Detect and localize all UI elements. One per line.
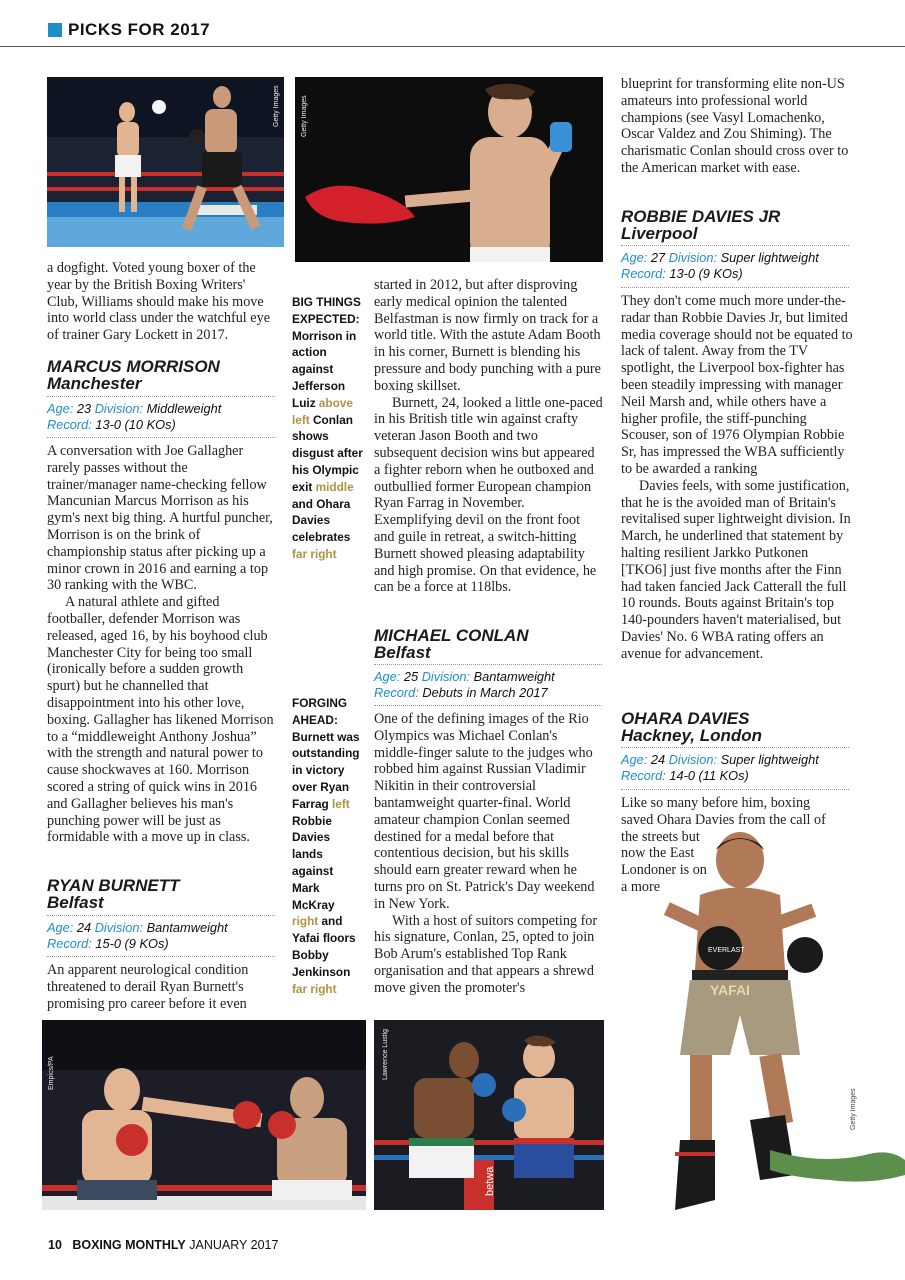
- divider: [47, 915, 275, 916]
- article-ohara-davies: Like so many before him, boxing saved Ohara Davies from the call of the streets but now the East Londoner is on a more: [621, 795, 826, 895]
- article-robbie-davies: They don't come much more under-the-radar than Robbie Davies Jr, but limited media coverage should not be equated to lack of talent. Away from the TV spotlight, the Liverpool box-fighter has been steadily impressing with manager Neil Marsh and, while others have a higher profile, the stiff-punching Scouser, son of 1976 Olympian Robbie Sr, has impressed the WBA sufficiently to be awarded a ranking Davies feels, with some justification, that he is the avoided man of Britain's revitalised super lightweight division. In March, he underlined that statement by halting resilient Jarkko Putkonen [TKO6] just five months after the Finn had taken fancied Jack Catterall the full 10 rounds. Bouts against Britain's top 140-pounders haven't materialised, but Davies' No. 6 WBA rating offers an avenue for advancement.: [621, 293, 853, 662]
- section-marker-icon: [48, 23, 62, 37]
- divider: [47, 396, 275, 397]
- divider: [374, 664, 602, 665]
- photo-conlan: [295, 77, 603, 262]
- banner-text: betwa: [484, 1166, 496, 1196]
- fighter-name-morrison: MARCUS MORRISON Manchester: [47, 357, 220, 393]
- fighter-name-conlan: MICHAEL CONLAN Belfast: [374, 626, 529, 662]
- fighter-name-robbie-davies: ROBBIE DAVIES JR Liverpool: [621, 207, 781, 243]
- col1-intro: a dogfight. Voted young boxer of the year by the British Boxing Writers' Club, Williams should make his move into world class under the watchful eye of trainer Gary Lockett in 2017.: [47, 260, 270, 344]
- section-title: PICKS FOR 2017: [68, 20, 211, 39]
- divider: [47, 956, 275, 957]
- caption-big-things: BIG THINGS EXPECTED: Morrison in action against Jefferson Luiz above left Conlan shows disgust after his Olympic exit middle and Ohara Davies celebrates far right: [292, 295, 363, 561]
- issue-date: JANUARY 2017: [189, 1238, 279, 1252]
- fighter-stats-robbie-davies: Age: 27 Division: Super lightweight Record: 13-0 (9 KOs): [621, 250, 819, 281]
- article-burnett-continued: started in 2012, but after disproving early medical opinion the talented Belfastman is now firmly on track for a world title. With the astute Adam Booth in his corner, Burnett is blending his pressure and body punching with a pure boxing skillset. Burnett, 24, looked a little one-paced in his British title win against crafty veteran Jason Booth and two subsequent decision wins but appeared a fighter reborn when he outboxed and outbullied former European champion Ryan Farrag in November. Exemplifying devil on the front foot and guile in retreat, a switch-hitting Burnett showed pleasing adaptability and high promise. On that evidence, he can be a force at 118lbs.: [374, 277, 603, 596]
- fighter-stats-conlan: Age: 25 Division: Bantamweight Record: Debuts in March 2017: [374, 669, 555, 700]
- fighter-stats-burnett: Age: 24 Division: Bantamweight Record: 15-0 (9 KOs): [47, 920, 228, 951]
- article-conlan-continued: blueprint for transforming elite non-US amateurs into professional world champions (see Vasyl Lomachenko, Oscar Valdez and Zou Shiming). The charismatic Conlan should cross over to the American market with ease.: [621, 76, 849, 176]
- trunks-text: YAFAI: [710, 982, 750, 998]
- article-conlan: One of the defining images of the Rio Olympics was Michael Conlan's middle-finger salute to the judges who robbed him against Russian Vladimir Nikitin in their controversial bantamweight quarter-final. World amateur champion Conlan seemed destined for a medal before that contentious decision, but his skills should earn greater reward when he turns pro on St. Patrick's Day weekend in New York. With a host of suitors competing for his signature, Conlan, 25, opted to join Bob Arum's established Top Rank organisation and that appears a shrewd move given the promoter's: [374, 711, 598, 996]
- photo-credit: Lawrence Lustig: [382, 1029, 389, 1080]
- divider: [374, 705, 602, 706]
- caption-forging-ahead: FORGING AHEAD: Burnett was outstanding in victory over Ryan Farrag left Robbie Davies lands against Mark McKray right and Yafai floors Bobby Jenkinson far right: [292, 696, 360, 996]
- photo-credit: Getty Images: [301, 95, 308, 137]
- divider: [621, 245, 849, 246]
- divider: [621, 789, 849, 790]
- photo-credit: Empics/PA: [48, 1056, 55, 1090]
- fighter-stats-ohara-davies: Age: 24 Division: Super lightweight Record: 14-0 (11 KOs): [621, 752, 819, 783]
- photo-ohara-davies: [620, 830, 905, 1215]
- photo-credit: Getty Images: [273, 85, 280, 127]
- fighter-stats-morrison: Age: 23 Division: Middleweight Record: 13-0 (10 KOs): [47, 401, 222, 432]
- header-rule: [0, 46, 905, 47]
- photo-morrison-luiz: [47, 77, 284, 247]
- section-header: [48, 20, 210, 40]
- photo-robbie-davies-mckray: [374, 1020, 604, 1210]
- glove-text: EVERLAST: [708, 947, 745, 954]
- magazine-name: BOXING MONTHLY: [72, 1238, 186, 1252]
- divider: [621, 287, 849, 288]
- fighter-name-ohara-davies: OHARA DAVIES Hackney, London: [621, 709, 763, 745]
- divider: [47, 437, 275, 438]
- photo-burnett-farrag: [42, 1020, 366, 1210]
- article-burnett-start: An apparent neurological condition threatened to derail Ryan Burnett's promising pro career before it even: [47, 962, 249, 1012]
- page-footer: [48, 1238, 278, 1252]
- article-morrison: A conversation with Joe Gallagher rarely passes without the trainer/manager name-checking fellow Mancunian Marcus Morrison as his gym's next big thing. A hurtful puncher, Morrison is on the brink of championship status after picking up a minor crown in 2016 and earning a top 30 ranking with the WBC. A natural athlete and gifted footballer, defender Morrison was released, aged 16, by his boyhood club Manchester City for being too small (ironically before a sudden growth spurt) but he channelled that disappointment into his other love, boxing. Gallagher has likened Morrison to a “middleweight Anthony Joshua” with the strength and natural power to cause shockwaves at 160. Morrison scored a string of quick wins in 2016 and Gallagher believes his man's punching power will be just as formidable with a move up in class.: [47, 443, 274, 846]
- fighter-name-burnett: RYAN BURNETT Belfast: [47, 876, 180, 912]
- divider: [621, 747, 849, 748]
- page-number: 10: [48, 1238, 62, 1252]
- photo-credit: Getty Images: [850, 1088, 857, 1130]
